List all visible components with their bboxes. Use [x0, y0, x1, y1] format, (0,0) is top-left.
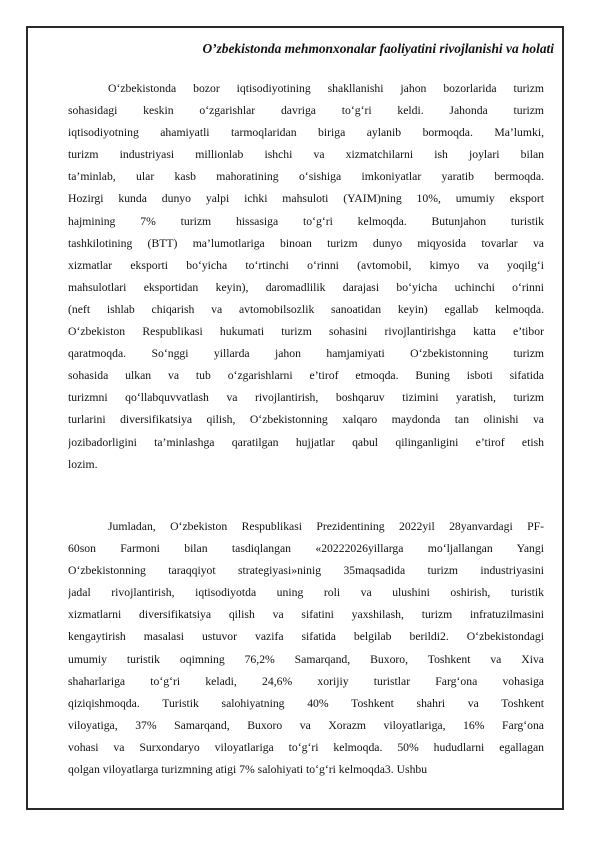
document-title: O’zbekistonda mehmonxonalar faoliyatini rivojlanishi va holati [202, 41, 554, 56]
text-line: 60son Farmoni bilan tasdiqlangan «20222026yillarga mo‘ljallangan Yangi [68, 542, 544, 556]
text-line: turizm industriyasi millionlab ishchi va xizmatchilarni ish joylari bilan [68, 148, 544, 162]
text-line: xizmatlar eksporti bo‘yicha to‘rtinchi o‘rinni (avtomobil, kimyo va yoqilg‘i [68, 258, 544, 272]
text-line: jadal rivojlantirish, iqtisodiyotda uning roli va ulushini oshirish, turistik [68, 586, 544, 600]
text-line: xizmatlarni diversifikatsiya qilish va sifatini yaxshilash, turizm infratuzilmasini [68, 608, 544, 622]
text-line: vohasi va Surxondaryo viloyatlariga to‘g‘ri kelmoqda. 50% hududlarni egallagan [68, 740, 544, 754]
text-line: O‘zbekistonning taraqqiyot strategiyasi»ninig 35maqsadida turizm industriyasini [68, 564, 544, 578]
text-line: umumiy turistik oqimning 76,2% Samarqand, Buxoro, Toshkent va Xiva [68, 652, 544, 666]
text-line: iqtisodiyotning ahamiyatli tarmoqlaridan biriga aylanib bormoqda. Ma’lumki, [68, 126, 544, 140]
text-line: viloyatiga, 37% Samarqand, Buxoro va Xorazm viloyatlariga, 16% Farg‘ona [68, 718, 544, 732]
text-line: qaratmoqda. So‘nggi yillarda jahon hamjamiyati O‘zbekistonning turizm [68, 347, 544, 361]
paragraph-2 [68, 516, 544, 781]
text-line: sohasidagi keskin o‘zgarishlar davriga to‘g‘ri keldi. Jahonda turizm [68, 104, 544, 118]
text-line: hajmining 7% turizm hissasiga to‘g‘ri kelmoqda. Butunjahon turistik [68, 214, 544, 228]
text-line: (neft ishlab chiqarish va avtomobilsozlik sanoatidan keyin) egallab kelmoqda. [68, 302, 544, 316]
text-line: jozibadorligini ta’minlashga qaratilgan hujjatlar qabul qilinganligini e’tirof etish [68, 435, 544, 449]
text-line: shaharlariga to‘g‘ri keladi, 24,6% xorijiy turistlar Farg‘ona vohasiga [68, 674, 544, 688]
paragraph-1 [68, 78, 544, 476]
text-line: turizmni qo‘llabquvvatlash va rivojlantirish, boshqaruv tizimini yaratish, turizm [68, 391, 544, 405]
text-line: turlarini diversifikatsiya qilish, O‘zbekistonning xalqaro maydonda tan olinishi va [68, 413, 544, 427]
text-line: qolgan viloyatlarga turizmning atigi 7% salohiyati to‘g‘ri kelmoqda3. Ushbu [68, 763, 428, 777]
text-line: Jumladan, O‘zbekiston Respublikasi Prezidentining 2022yil 28yanvardagi PF- [108, 520, 544, 533]
text-line: kengaytirish masalasi ustuvor vazifa sifatida belgilab berildi2. O‘zbekistondagi [68, 630, 544, 644]
text-line: qiziqishmoqda. Turistik salohiyatning 40% Toshkent shahri va Toshkent [68, 696, 544, 710]
text-line: lozim. [68, 457, 98, 471]
text-line: tashkilotining (BTT) ma’lumotlariga binoan turizm dunyo miqyosida tovarlar va [68, 236, 544, 250]
text-line: mahsulotlari eksportidan keyin), daromadlilik darajasi bo‘yicha uchinchi o‘rinni [68, 280, 544, 294]
text-line: O‘zbekistonda bozor iqtisodiyotining shakllanishi jahon bozorlarida turizm [108, 82, 544, 95]
text-line: sohasida ulkan va tub o‘zgarishlarni e’tirof etmoqda. Buning isboti sifatida [68, 369, 544, 383]
text-line: ta’minlab, ular kasb mahoratining o‘sishiga imkoniyatlar yaratib bermoqda. [68, 170, 544, 184]
text-line: Hozirgi kunda dunyo yalpi ichki mahsuloti (YAIM)ning 10%, umumiy eksport [68, 192, 544, 206]
text-line: O‘zbekiston Respublikasi hukumati turizm sohasini rivojlantirishga katta e’tibor [68, 325, 544, 339]
